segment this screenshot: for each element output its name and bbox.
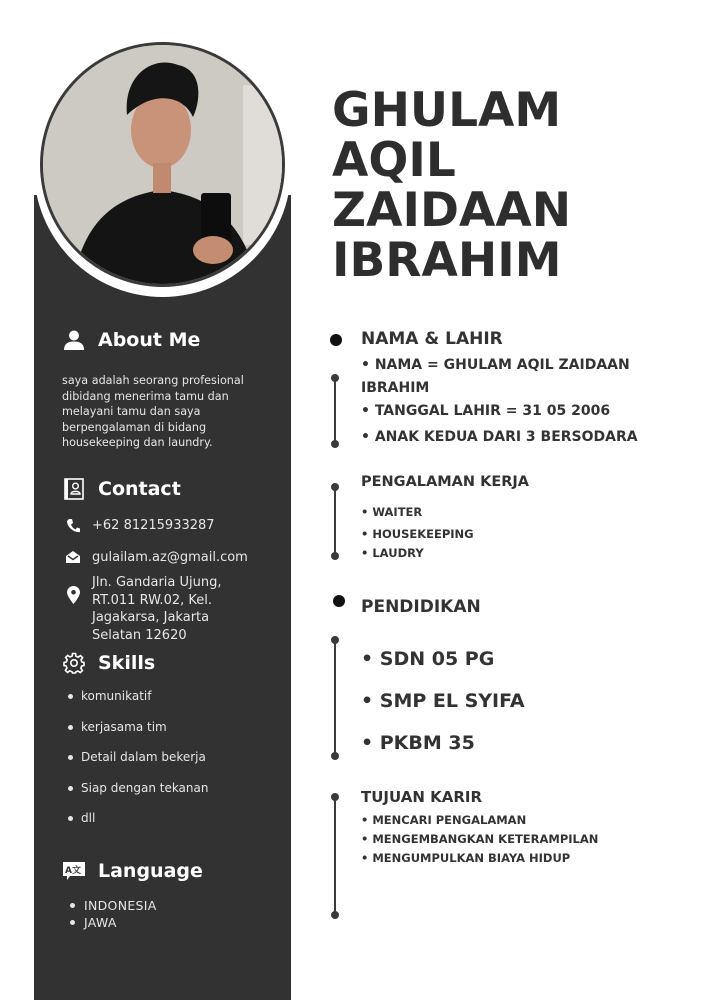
- phone-number: +62 81215933287: [92, 518, 215, 533]
- language-item: [70, 898, 157, 913]
- language-label: INDONESIA: [84, 898, 157, 913]
- skill-item: [68, 720, 167, 734]
- user-icon: [62, 328, 86, 352]
- contact-email[interactable]: [64, 549, 248, 567]
- timeline-line: [334, 378, 336, 444]
- bullet-icon: [68, 786, 73, 791]
- identity-item: • ANAK KEDUA DARI 3 BERSODARA: [361, 429, 638, 445]
- skill-item: [68, 689, 151, 703]
- address-lines: [92, 574, 222, 644]
- career-goal-title: TUJUAN KARIR: [361, 788, 483, 806]
- profile-photo-image: [43, 45, 282, 284]
- profile-photo: [40, 42, 285, 287]
- education-item: • PKBM 35: [361, 732, 475, 754]
- bullet-icon: [68, 725, 73, 730]
- name-line: IBRAHIM: [332, 233, 562, 288]
- identity-item: • TANGGAL LAHIR = 31 05 2006: [361, 403, 611, 419]
- svg-text:A文: A文: [65, 866, 81, 876]
- language-item: [70, 915, 117, 930]
- skill-item: [68, 750, 206, 764]
- language-heading: [62, 859, 203, 883]
- contact-title: Contact: [98, 478, 181, 500]
- skill-label: komunikatif: [81, 689, 152, 703]
- translate-icon: [62, 859, 86, 883]
- contact-address: [64, 574, 222, 644]
- timeline-dot-icon: [330, 334, 342, 346]
- address-line: Jln. Gandaria Ujung,: [92, 575, 222, 590]
- skills-heading: [62, 651, 155, 675]
- phone-icon: [64, 517, 82, 534]
- gear-icon: [62, 651, 86, 675]
- skills-title: Skills: [98, 652, 156, 674]
- address-line: Selatan 12620: [92, 627, 187, 643]
- name-line: ZAIDAAN: [332, 183, 572, 238]
- career-goal-item: • MENCARI PENGALAMAN: [361, 813, 527, 827]
- bullet-icon: [68, 694, 73, 699]
- experience-item: • LAUDRY: [361, 546, 424, 560]
- skill-label: dll: [81, 811, 96, 825]
- skill-item: [68, 781, 208, 795]
- timeline-dot-icon: [333, 595, 345, 607]
- bullet-icon: [68, 816, 73, 821]
- language-title: Language: [98, 860, 203, 882]
- about-text: saya adalah seorang profesional dibidang menerima tamu dan melayani tamu dan saya berpengalaman di bidang housekeeping dan laundry.: [62, 374, 244, 449]
- identity-item: • NAMA = GHULAM AQIL ZAIDAAN: [361, 357, 630, 373]
- contact-book-icon: [62, 477, 86, 501]
- timeline-line: [334, 487, 336, 556]
- email-address: gulailam.az@gmail.com: [92, 550, 248, 565]
- name-line: GHULAM AQIL: [332, 83, 562, 188]
- experience-item: • HOUSEKEEPING: [361, 527, 474, 541]
- skill-label: Siap dengan tekanan: [81, 781, 209, 795]
- experience-item: • WAITER: [361, 505, 423, 519]
- map-pin-icon: [64, 574, 82, 604]
- bullet-icon: [70, 920, 75, 925]
- education-item: • SMP EL SYIFA: [361, 690, 525, 712]
- about-heading: [62, 328, 200, 352]
- career-goal-item: • MENGUMPULKAN BIAYA HIDUP: [361, 851, 571, 865]
- full-name: [332, 83, 692, 288]
- skill-item: [68, 811, 95, 825]
- envelope-open-icon: [64, 549, 82, 564]
- timeline-line: [334, 797, 336, 915]
- address-line: RT.011 RW.02, Kel.: [92, 592, 212, 608]
- skill-label: Detail dalam bekerja: [81, 750, 206, 764]
- education-item: • SDN 05 PG: [361, 648, 495, 670]
- bullet-icon: [68, 755, 73, 760]
- address-line: Jagakarsa, Jakarta: [92, 610, 210, 625]
- about-title: About Me: [98, 329, 201, 351]
- identity-item: IBRAHIM: [361, 380, 430, 396]
- contact-heading: [62, 477, 181, 501]
- timeline-line: [334, 640, 336, 756]
- experience-title: PENGALAMAN KERJA: [361, 474, 530, 490]
- skill-label: kerjasama tim: [81, 720, 167, 734]
- identity-title: NAMA & LAHIR: [361, 329, 503, 349]
- education-title: PENDIDIKAN: [361, 597, 481, 617]
- language-label: JAWA: [84, 915, 117, 930]
- contact-phone[interactable]: [64, 517, 215, 535]
- career-goal-item: • MENGEMBANGKAN KETERAMPILAN: [361, 832, 599, 846]
- bullet-icon: [70, 903, 75, 908]
- person-silhouette-icon: [43, 45, 282, 284]
